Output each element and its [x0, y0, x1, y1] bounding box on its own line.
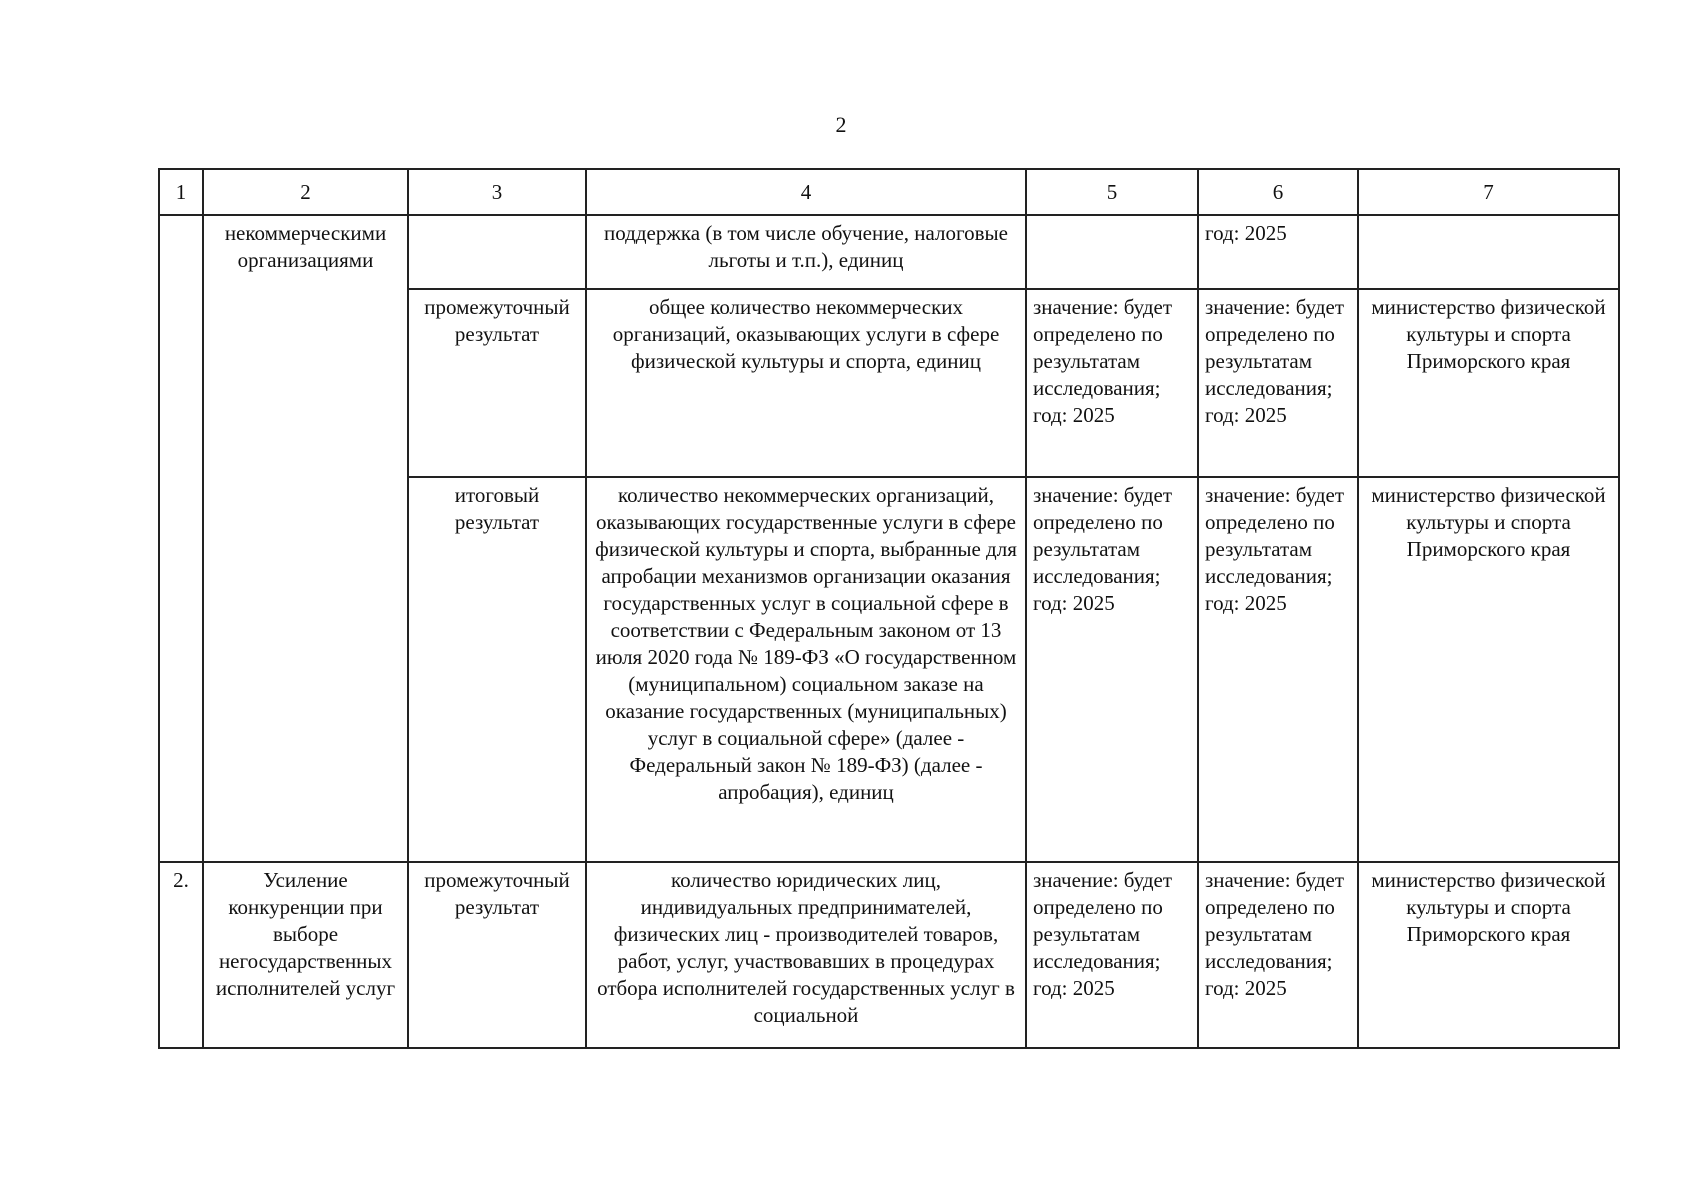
indicator-cell: общее количество некоммерческих организаций, оказывающих услуги в сфере физической культуры и спорта, единиц	[586, 289, 1026, 477]
table-row	[159, 862, 1619, 1048]
header-cell: 7	[1358, 169, 1619, 215]
responsible-cell	[1358, 215, 1619, 289]
table-row	[159, 215, 1619, 289]
base-value-cell: значение: будет определено по результатам исследования; год: 2025	[1026, 289, 1198, 477]
result-type-cell: итоговый результат	[408, 477, 586, 862]
indicator-cell: поддержка (в том числе обучение, налоговые льготы и т.п.), единиц	[586, 215, 1026, 289]
result-type-cell: промежуточный результат	[408, 862, 586, 1048]
responsible-cell: министерство физической культуры и спорта Приморского края	[1358, 289, 1619, 477]
target-value-cell: значение: будет определено по результатам исследования; год: 2025	[1198, 289, 1358, 477]
header-cell: 3	[408, 169, 586, 215]
indicator-cell: количество юридических лиц, индивидуальных предпринимателей, физических лиц - производителей товаров, работ, услуг, участвовавших в процедурах отбора исполнителей государственных услуг в социальной	[586, 862, 1026, 1048]
header-cell: 2	[203, 169, 408, 215]
responsible-cell: министерство физической культуры и спорта Приморского края	[1358, 477, 1619, 862]
target-value-cell: год: 2025	[1198, 215, 1358, 289]
target-value-cell: значение: будет определено по результатам исследования; год: 2025	[1198, 477, 1358, 862]
task-cell: некоммерческими организациями	[203, 215, 408, 862]
table-header-row	[159, 169, 1619, 215]
task-cell: Усиление конкуренции при выборе негосударственных исполнителей услуг	[203, 862, 408, 1048]
result-type-cell: промежуточный результат	[408, 289, 586, 477]
base-value-cell	[1026, 215, 1198, 289]
base-value-cell: значение: будет определено по результатам исследования; год: 2025	[1026, 862, 1198, 1048]
header-cell: 6	[1198, 169, 1358, 215]
header-cell: 1	[159, 169, 203, 215]
header-cell: 5	[1026, 169, 1198, 215]
target-value-cell: значение: будет определено по результатам исследования; год: 2025	[1198, 862, 1358, 1048]
row-number-cell: 2.	[159, 862, 203, 1048]
page-number: 2	[835, 112, 847, 137]
indicators-table	[158, 168, 1620, 1049]
header-cell: 4	[586, 169, 1026, 215]
result-type-cell	[408, 215, 586, 289]
base-value-cell: значение: будет определено по результатам исследования; год: 2025	[1026, 477, 1198, 862]
responsible-cell: министерство физической культуры и спорта Приморского края	[1358, 862, 1619, 1048]
row-number-cell	[159, 215, 203, 862]
indicator-cell: количество некоммерческих организаций, оказывающих государственные услуги в сфере физической культуры и спорта, выбранные для апробации механизмов организации оказания государственных услуг в социальной сфере в соответствии с Федеральным законом от 13 июля 2020 года № 189-ФЗ «О государственном (муниципальном) социальном заказе на оказание государственных (муниципальных) услуг в социальной сфере» (далее - Федеральный закон № 189-ФЗ) (далее - апробация), единиц	[586, 477, 1026, 862]
